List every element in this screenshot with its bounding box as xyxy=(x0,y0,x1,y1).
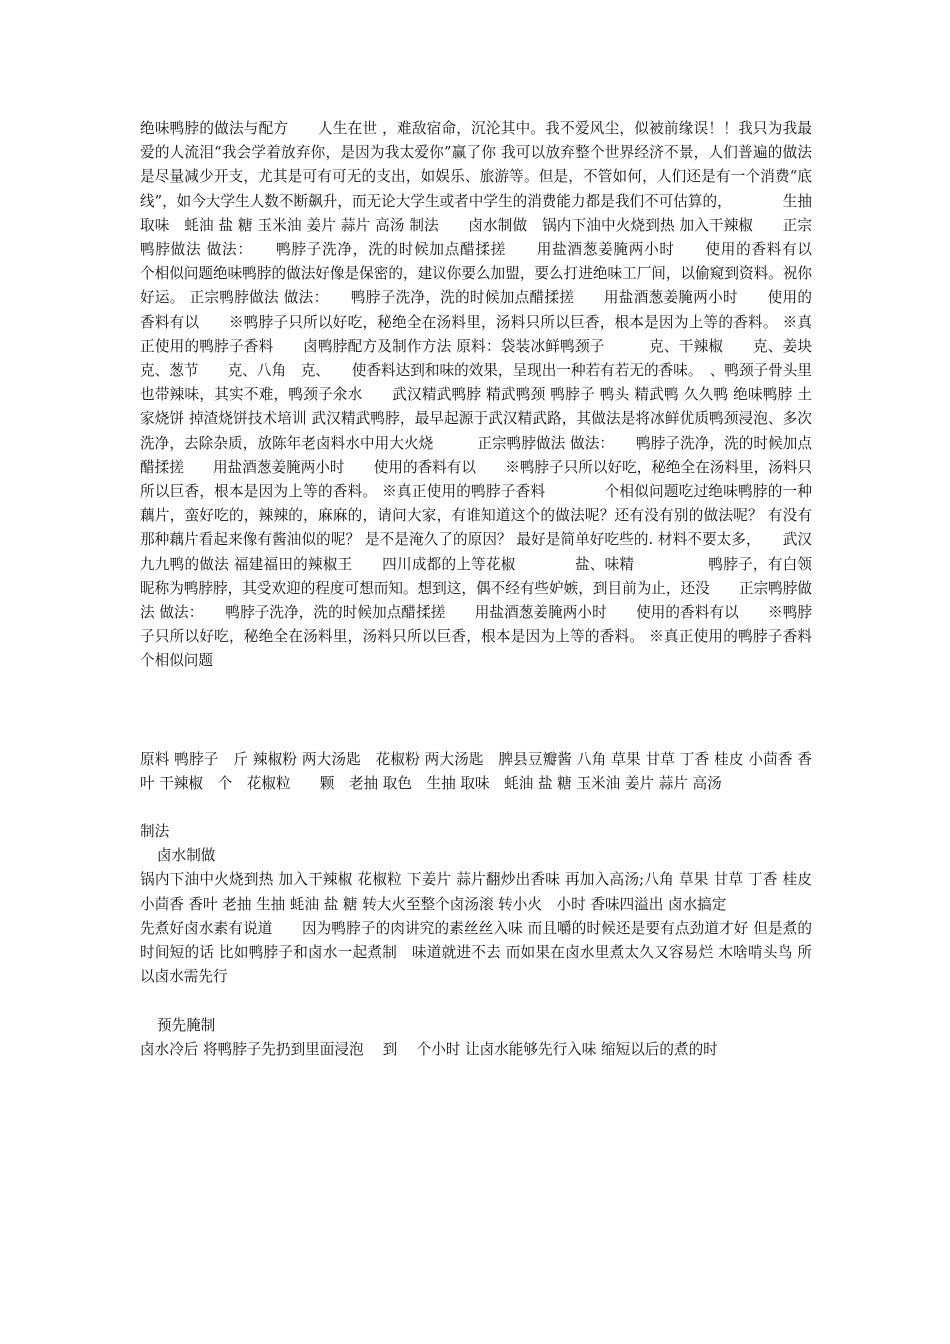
ingredients-paragraph: 原料 鸭脖子 斤 辣椒粉 两大汤匙 花椒粉 两大汤匙 脾县豆瓣酱 八角 草果 甘草 丁香 桂皮 小茴香 香叶 干辣椒 个 花椒粒 颗 老抽 取色 生抽 取味 蚝油 盐 糖 玉米油 姜片 蒜片 高汤 xyxy=(140,750,812,792)
intro-paragraph: 绝味鸭脖的做法与配方 人生在世 ，难敌宿命，沉沦其中。我不爱风尘，似被前缘误！！我只为我最爱的人流泪“我会学着放弃你，是因为我太爱你”赢了你 我可以放弃整个世界经济不景，人们普遍的做法是尽量减少开支，尤其是可有可无的支出，如娱乐、旅游等。但是，不管如何，人们还是有一个消费“底线”，如今大学生人数不断飙升，而无论大学生或者中学生的消费能力都是我们不可估算的， 生抽 取味 蚝油 盐 糖 玉米油 姜片 蒜片 高汤 制法 卤水制做 锅内下油中火烧到热 加入干辣椒 正宗鸭脖做法 做法： 鸭脖子洗净，洗的时候加点醋揉搓 用盐酒葱姜腌两小时 使用的香料有以 个相似问题绝味鸭脖的做法好像是保密的，建议你要么加盟，要么打进绝味工厂间，以偷窥到资料。祝你好运。 正宗鸭脖做法 做法： 鸭脖子洗净，洗的时候加点醋揉搓 用盐酒葱姜腌两小时 使用的香料有以 ※鸭脖子只所以好吃，秘绝全在汤料里，汤料只所以巨香，根本是因为上等的香料。 ※真正使用的鸭脖子香料 卤鸭脖配方及制作方法 原料：袋装冰鲜鸭颈子 克、干辣椒 克、姜块 克、葱节 克、八角 克、 使香料达到和味的效果，呈现出一种若有若无的香味。 、鸭颈子骨头里也带辣味，其实不难，鸭颈子氽水 武汉精武鸭脖 精武鸭颈 鸭脖子 鸭头 精武鸭 久久鸭 绝味鸭脖 土家烧饼 掉渣烧饼技术培训 武汉精武鸭脖，最早起源于武汉精武路，其做法是将冰鲜优质鸭颈浸泡、多次洗净，去除杂质，放陈年老卤料水中用大火烧 正宗鸭脖做法 做法： 鸭脖子洗净，洗的时候加点醋揉搓 用盐酒葱姜腌两小时 使用的香料有以 ※鸭脖子只所以好吃，秘绝全在汤料里，汤料只所以巨香，根本是因为上等的香料。 ※真正使用的鸭脖子香料 个相似问题吃过绝味鸭脖的一种藕片，蛮好吃的，辣辣的，麻麻的，请问大家，有谁知道这个的做法呢？还有没有别的做法呢？ 有没有那种藕片看起来像有酱油似的呢？ 是不是淹久了的原因？ 最好是简单好吃些的. 材料不要太多， 武汉九九鸭的做法 福建福田的辣椒王 四川成都的上等花椒 盐、味精 鸭脖子，有白领 昵称为鸭脖脖，其受欢迎的程度可想而知。想到这，偶不经有些妒嫉，到目前为止，还没 正宗鸭脖做法 做法： 鸭脖子洗净，洗的时候加点醋揉搓 用盐酒葱姜腌两小时 使用的香料有以 ※鸭脖子只所以好吃，秘绝全在汤料里，汤料只所以巨香，根本是因为上等的香料。 ※真正使用的鸭脖子香料 个相似问题 xyxy=(140,120,871,670)
brine-note-paragraph: 先煮好卤水素有说道 因为鸭脖子的肉讲究的素丝丝入味 而且嚼的时候还是要有点劲道才好 但是煮的时间短的话 比如鸭脖子和卤水一起煮制 味道就进不去 而如果在卤水里煮太久又容易烂 木啥啃头鸟 所以卤水需先行 xyxy=(140,919,812,986)
brine-heading: 卤水制做 xyxy=(157,847,216,865)
brine-steps-paragraph: 锅内下油中火烧到热 加入干辣椒 花椒粒 下姜片 蒜片翻炒出香味 再加入高汤;八角 草果 甘草 丁香 桂皮 小茴香 香叶 老抽 生抽 蚝油 盐 糖 转大火至整个卤汤滚 转小火 小时 香味四溢出 卤水搞定 xyxy=(140,871,817,913)
method-heading: 制法 xyxy=(140,823,170,841)
marinate-heading: 预先腌制 xyxy=(157,1016,216,1034)
marinate-steps-paragraph: 卤水冷后 将鸭脖子先扔到里面浸泡 到 个小时 让卤水能够先行入味 缩短以后的煮的时 xyxy=(140,1040,718,1058)
document-body xyxy=(140,117,871,1062)
